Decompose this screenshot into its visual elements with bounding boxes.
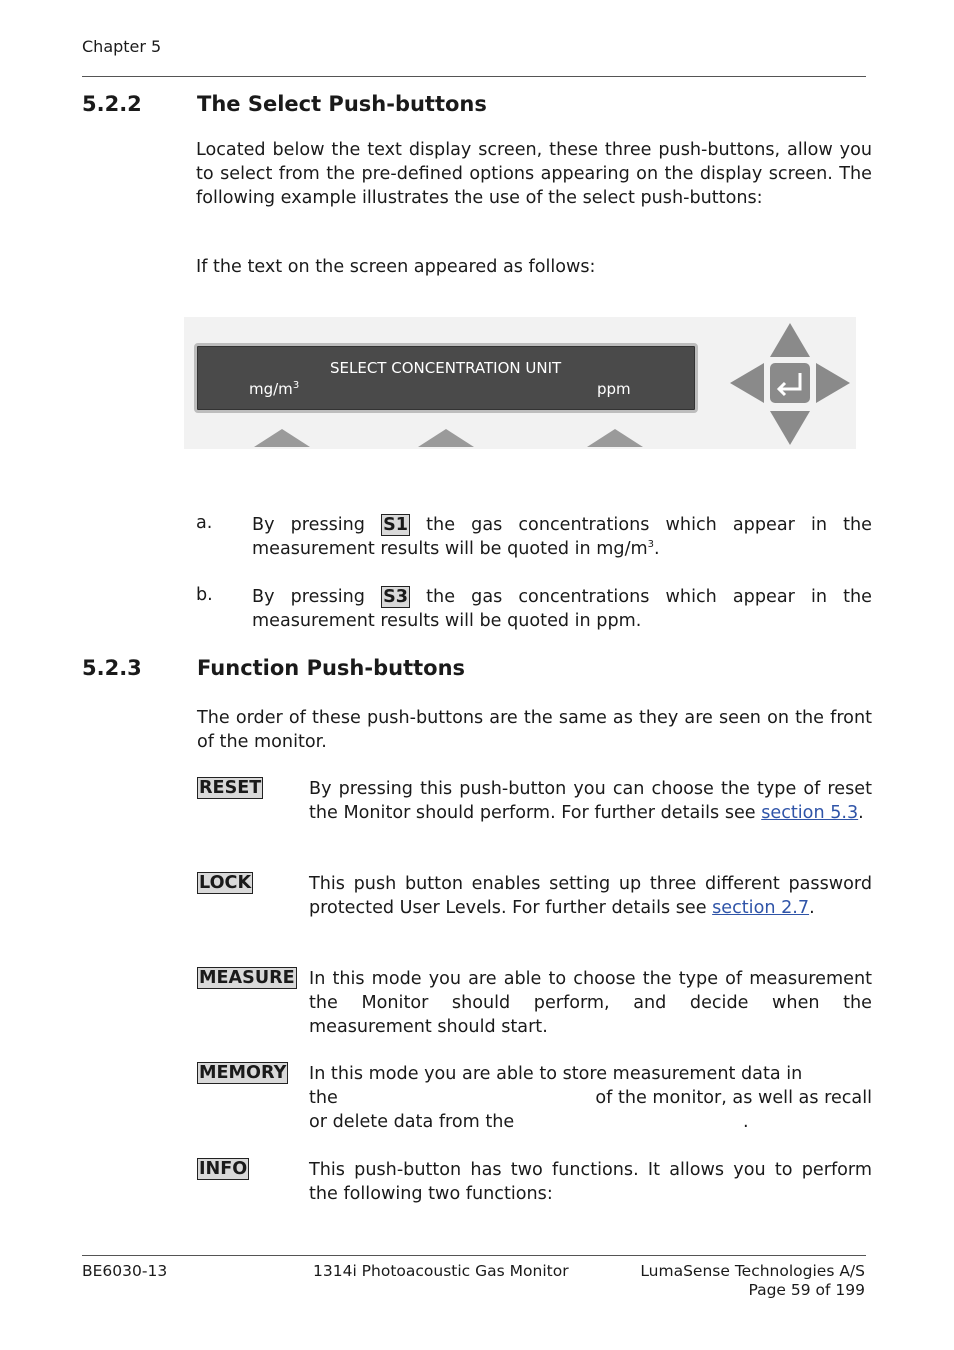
enter-key-icon: [770, 363, 810, 403]
section-5-3-link[interactable]: section 5.3: [761, 803, 859, 823]
lock-description: This push button enables setting up three different password protected User Levels. For further details see section 2.7.: [309, 874, 872, 918]
display-panel-illustration: [184, 317, 856, 449]
info-key-label: INFO: [199, 1159, 248, 1179]
section-number: 5.2.3: [82, 656, 142, 680]
lock-key-label: LOCK: [199, 873, 252, 893]
measure-description: In this mode you are able to choose the type of measurement the Monitor should perform, and decide when the measurement should start.: [309, 969, 872, 1037]
memory-key-label: MEMORY: [199, 1063, 287, 1083]
reset-description: By pressing this push-button you can choose the type of reset the Monitor should perform. For further details see section 5.3.: [309, 779, 872, 823]
select-intro-paragraph: Located below the text display screen, these three push-buttons, allow you to select from the pre-defined options appearing on the display screen. The following example illustrates the use of the select push-buttons:: [196, 140, 872, 208]
select-button-s2-icon[interactable]: [418, 427, 474, 447]
footer-page-number: Page 59 of 199: [748, 1281, 865, 1299]
arrow-up-icon: [770, 323, 810, 357]
arrow-right-icon: [816, 363, 850, 403]
lcd-screen: [194, 343, 698, 413]
list-label-b: b.: [196, 585, 213, 605]
chapter-header: Chapter 5: [82, 37, 162, 56]
lcd-title: SELECT CONCENTRATION UNIT: [330, 359, 562, 377]
footer-doc-id: BE6030-13: [82, 1262, 168, 1280]
function-intro-paragraph: The order of these push-buttons are the same as they are seen on the front of the monitor.: [197, 708, 872, 752]
select-button-s3-icon[interactable]: [587, 427, 643, 447]
section-number: 5.2.2: [82, 92, 142, 116]
select-button-s1-icon[interactable]: [254, 427, 310, 447]
list-label-a: a.: [196, 513, 213, 533]
section-title: The Select Push-buttons: [197, 92, 487, 116]
memory-description-line2b: of the monitor, as well as recall: [595, 1088, 872, 1108]
lcd-right-option: ppm: [597, 380, 631, 398]
s1-key-label: S1: [383, 515, 409, 535]
select-lead-paragraph: If the text on the screen appeared as follows:: [196, 257, 596, 277]
section-heading-5-2-3: [82, 656, 872, 684]
lcd-left-option: $mg/m^3$: [249, 380, 300, 398]
memory-description-line3a: or delete data from the: [309, 1112, 515, 1132]
footer-company: LumaSense Technologies A/S: [640, 1262, 865, 1280]
footer-product: 1314i Photoacoustic Gas Monitor: [313, 1262, 569, 1280]
list-item-a: By pressing S1 the gas concentrations which appear in the measurement results will be quoted in $mg/m^3$.: [252, 515, 873, 559]
section-title: Function Push-buttons: [197, 656, 466, 680]
s3-key-label: S3: [383, 587, 409, 607]
measure-key-label: MEASURE: [199, 968, 295, 988]
memory-description-line1: In this mode you are able to store measurement data in: [309, 1064, 803, 1084]
arrow-down-icon: [770, 411, 810, 445]
section-heading-5-2-2: [82, 92, 872, 120]
list-item-b: By pressing S3 the gas concentrations which appear in the measurement results will be quoted in ppm.: [252, 587, 873, 631]
arrow-left-icon: [730, 363, 764, 403]
memory-description-line2a: the: [309, 1088, 338, 1108]
footer-rule: [82, 1255, 866, 1256]
reset-key-label: RESET: [199, 778, 262, 798]
memory-description-line3b: .: [743, 1112, 749, 1132]
header-rule: [82, 76, 866, 77]
navigation-cross: [728, 321, 852, 447]
info-description: This push-button has two functions. It allows you to perform the following two functions:: [309, 1160, 872, 1204]
section-2-7-link[interactable]: section 2.7: [712, 898, 810, 918]
